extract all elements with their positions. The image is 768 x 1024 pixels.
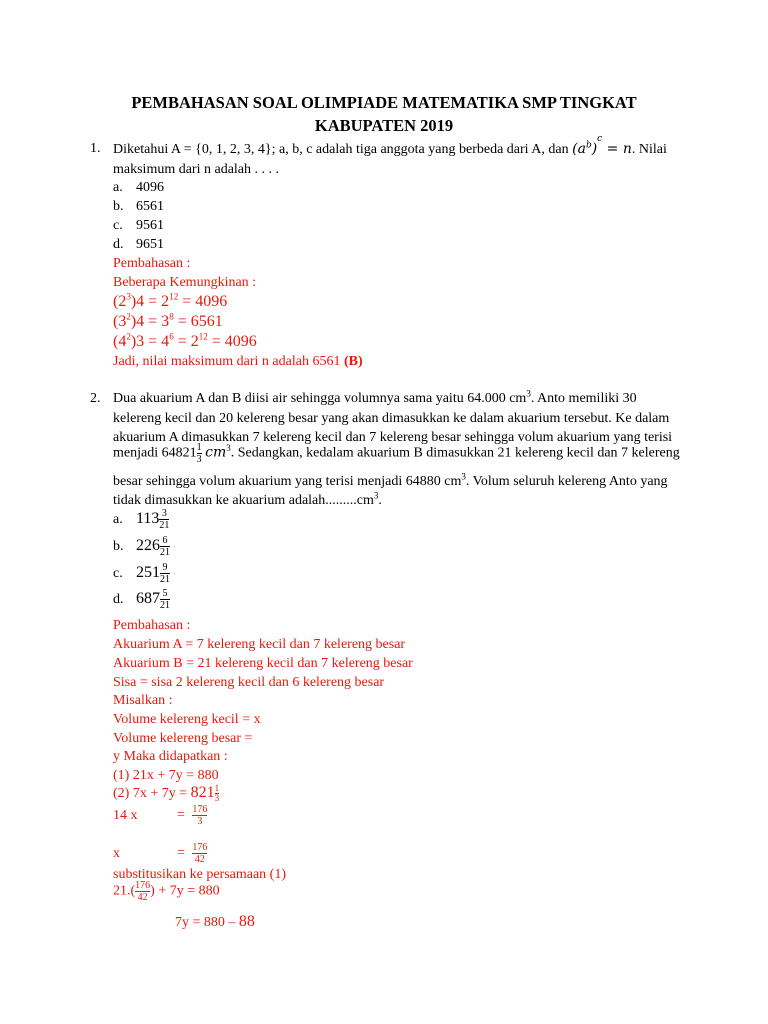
q2-solution-line-4: Misalkan : [113, 693, 173, 708]
question-2-line1: Dua akuarium A dan B diisi air sehingga volumnya sama yaitu 64.000 $cm^3$. Anto memiliki 30 [113, 388, 637, 406]
q2-volume-fraction: $\frac{1}{3}$ [196, 442, 202, 465]
q1-solution-line-1: $(2^3)4 = 2^{12} = 4096$ [113, 291, 228, 310]
question-2-line6: tidak dimasukkan ke akuarium $adalah.........cm^3$. [113, 490, 382, 508]
q1-option-a-text: 4096 [136, 180, 164, 195]
q2-solution-line-9: (2) 7x + 7y = 821 $\frac{1}{3}$ [113, 783, 220, 804]
q2-solution-line-8: (1) 21x + 7y = 880 [113, 768, 219, 783]
q2-option-d-letter: d. [113, 592, 124, 607]
document-title-line2: KABUPATEN 2019 [314, 116, 454, 135]
q2-solution-line-13: 21.( $\frac{176}{42}$ ) + 7y = 880 [113, 880, 220, 903]
q1-answer: (B) [343, 354, 363, 369]
q2-solution-line-3: Sisa = sisa 2 kelereng kecil dan 6 kelereng besar [113, 675, 385, 690]
q2-solution-line-10: 14 x = $\frac{176}{3}$ [113, 804, 208, 827]
q1-conclusion: Jadi, nilai maksimum dari n adalah 6561 (B) [113, 354, 363, 369]
q1-option-a-letter: a. [113, 180, 123, 195]
question-1-number: 1. [90, 141, 101, 156]
q2-option-c-letter: c. [113, 566, 123, 581]
q1-solution-heading: Pembahasan : [113, 256, 191, 271]
q2-option-a-letter: a. [113, 512, 123, 527]
q2-option-b-value: 226 $\frac{6}{21}$ [136, 535, 170, 558]
q2-option-c-value: 251 $\frac{9}{21}$ [136, 562, 170, 585]
question-2-line4: menjadi 64821 $\frac{1}{3}$ $cm^3$. Sedangkan, kedalam akuarium B dimasukkan 21 kelereng kecil dan 7 kelereng [113, 442, 680, 465]
q2-solution-line-12: substitusikan ke persamaan (1) [113, 867, 287, 882]
q1-option-b-letter: b. [113, 199, 124, 214]
q2-solution-line-1: Akuarium A = 7 kelereng kecil dan 7 kelereng besar [113, 637, 406, 652]
question-1-stem-line2: maksimum dari n adalah . . . . [113, 162, 280, 177]
q1-option-d-letter: d. [113, 237, 124, 252]
q2-option-d-value: 687 $\frac{5}{21}$ [136, 588, 170, 611]
question-1-stem-text: Diketahui A = {0, 1, 2, 3, 4}; a, b, c adalah tiga anggota yang berbeda dari A, dan [113, 142, 569, 157]
question-2-number: 2. [90, 391, 101, 406]
q1-solution-line-3: $(4^2)3 = 4^6 = 2^{12} = 4096$ [113, 331, 257, 350]
q1-option-c-letter: c. [113, 218, 123, 233]
q2-option-a-value: 113 $\frac{3}{21}$ [136, 508, 170, 531]
document-title-line1: PEMBAHASAN SOAL OLIMPIADE MATEMATIKA SMP TINGKAT [131, 93, 637, 112]
q1-option-b-text: 6561 [136, 199, 164, 214]
question-1-stem-end: . Nilai [631, 142, 667, 157]
q2-solution-line-14: 7y = 880 – 88 [175, 913, 255, 930]
q2-solution-line-6: Volume kelereng besar = [113, 731, 253, 746]
q1-solution-line-2: $(3^2)4 = 3^8 = 6561$ [113, 311, 223, 330]
question-1-stem [113, 134, 667, 158]
question-1-formula: $(a^b)^c = n$ [572, 134, 632, 157]
question-2-line3: akuarium A dimasukkan 7 kelereng kecil dan 7 kelereng besar sehingga volum akuarium yang terisi [113, 430, 673, 445]
q1-option-c-text: 9561 [136, 218, 164, 233]
question-2-line2: kelereng kecil dan 20 kelereng besar yang akan dimasukkan ke dalam akuarium tersebut. Ke dalam [113, 411, 670, 426]
q2-option-b-letter: b. [113, 539, 124, 554]
q2-solution-line-5: Volume kelereng kecil = x [113, 712, 261, 727]
q2-solution-line-7: y Maka didapatkan : [113, 749, 228, 764]
question-2-line5: besar sehingga volum akuarium yang terisi menjadi 64880 $cm^3$. Volum seluruh kelereng Anto yang [113, 471, 668, 489]
q2-solution-line-11: x = $\frac{176}{42}$ [113, 842, 208, 865]
q2-solution-line-2: Akuarium B = 21 kelereng kecil dan 7 kelereng besar [113, 656, 413, 671]
q2-solution-heading: Pembahasan : [113, 618, 191, 633]
q1-option-d-text: 9651 [136, 237, 164, 252]
q1-solution-sub: Beberapa Kemungkinan : [113, 275, 257, 290]
